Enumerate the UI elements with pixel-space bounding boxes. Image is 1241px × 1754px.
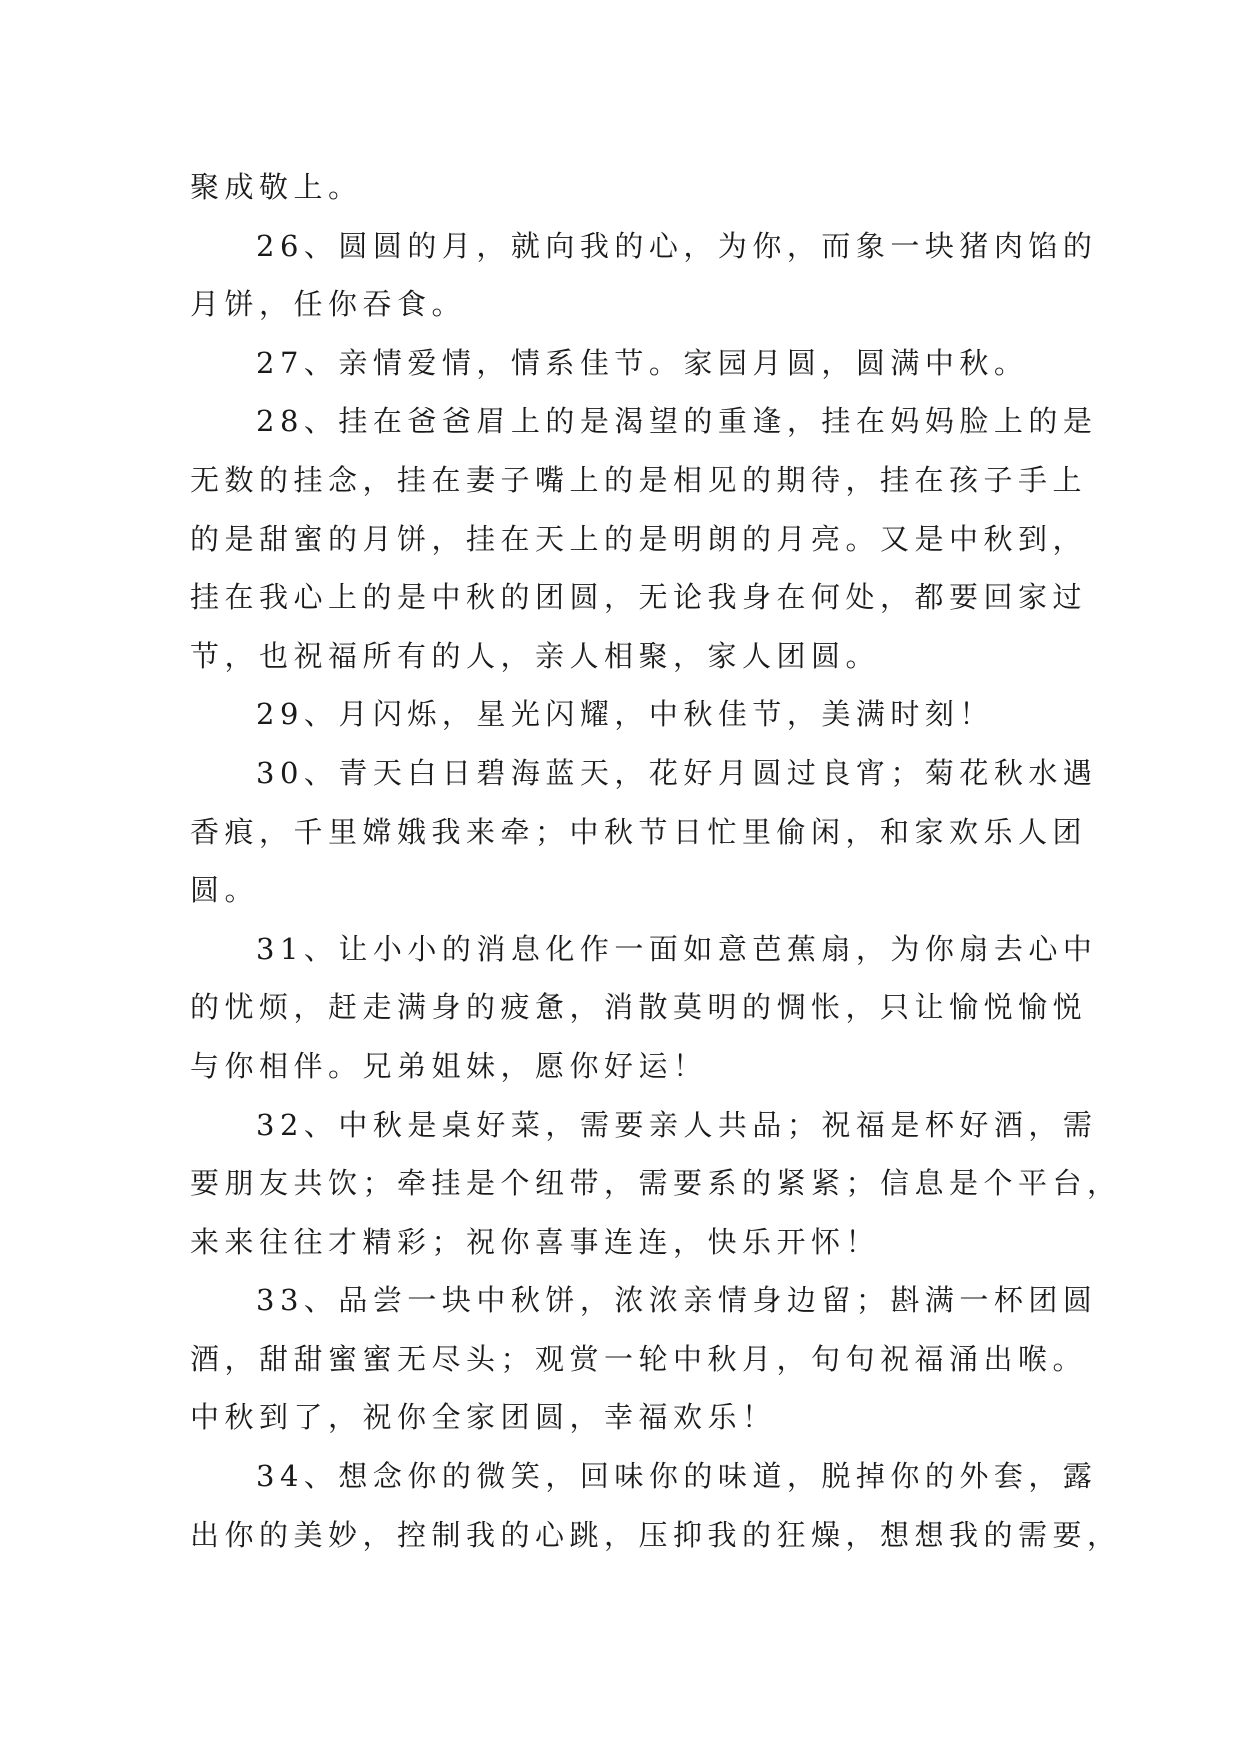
text-line: 26、圆圆的月，就向我的心，为你，而象一块猪肉馅的	[256, 228, 1098, 263]
paragraph-item-26	[190, 217, 1098, 334]
paragraph-item-31	[190, 920, 1098, 1096]
text-line: 中秋到了，祝你全家团圆，幸福欢乐！	[190, 1400, 777, 1435]
text-line: 香痕，千里嫦娥我来牵；中秋节日忙里偷闲，和家欢乐人团	[190, 814, 1088, 849]
text-line: 挂在我心上的是中秋的团圆，无论我身在何处，都要回家过	[190, 580, 1088, 615]
text-line: 32、中秋是桌好菜，需要亲人共品；祝福是杯好酒，需	[256, 1107, 1098, 1142]
text-line: 28、挂在爸爸眉上的是渴望的重逢，挂在妈妈脸上的是	[256, 404, 1098, 439]
paragraph-item-32	[190, 1096, 1122, 1272]
paragraph-item-27	[190, 334, 1070, 393]
text-line: 27、亲情爱情，情系佳节。家园月圆，圆满中秋。	[256, 345, 1029, 380]
text-line: 30、青天白日碧海蓝天，花好月圆过良宵；菊花秋水遇	[256, 755, 1098, 790]
text-line: 出你的美妙，控制我的心跳，压抑我的狂燥，想想我的需要，	[190, 1517, 1122, 1552]
text-line: 31、让小小的消息化作一面如意芭蕉扇，为你扇去心中	[256, 931, 1098, 966]
text-line: 的是甜蜜的月饼，挂在天上的是明朗的月亮。又是中秋到，	[190, 521, 1088, 556]
paragraph-item-29	[190, 685, 1070, 744]
document-body	[190, 158, 1122, 1564]
text-line: 圆。	[190, 873, 260, 908]
text-line: 来来往往才精彩；祝你喜事连连，快乐开怀！	[190, 1224, 881, 1259]
text-line: 的忧烦，赶走满身的疲惫，消散莫明的惆怅，只让愉悦愉悦	[190, 990, 1088, 1025]
paragraph-item-30	[190, 744, 1098, 920]
text-line: 无数的挂念，挂在妻子嘴上的是相见的期待，挂在孩子手上	[190, 462, 1088, 497]
paragraph-item-33	[190, 1271, 1098, 1447]
text-line: 要朋友共饮；牵挂是个纽带，需要系的紧紧；信息是个平台，	[190, 1166, 1122, 1201]
text-line: 与你相伴。兄弟姐妹，愿你好运！	[190, 1048, 708, 1083]
text-line: 酒，甜甜蜜蜜无尽头；观赏一轮中秋月，句句祝福涌出喉。	[190, 1341, 1088, 1376]
text-line: 节，也祝福所有的人，亲人相聚，家人团圆。	[190, 638, 881, 673]
text-line: 34、想念你的微笑，回味你的味道，脱掉你的外套，露	[256, 1459, 1098, 1494]
paragraph-item-34	[190, 1447, 1122, 1564]
text-line: 29、月闪烁，星光闪耀，中秋佳节，美满时刻！	[256, 697, 994, 732]
text-line: 33、品尝一块中秋饼，浓浓亲情身边留；斟满一杯团圆	[256, 1283, 1098, 1318]
paragraph-continuation	[190, 158, 1070, 217]
paragraph-item-28	[190, 392, 1098, 685]
text-line: 聚成敬上。	[190, 170, 363, 204]
text-line: 月饼，任你吞食。	[190, 287, 467, 322]
